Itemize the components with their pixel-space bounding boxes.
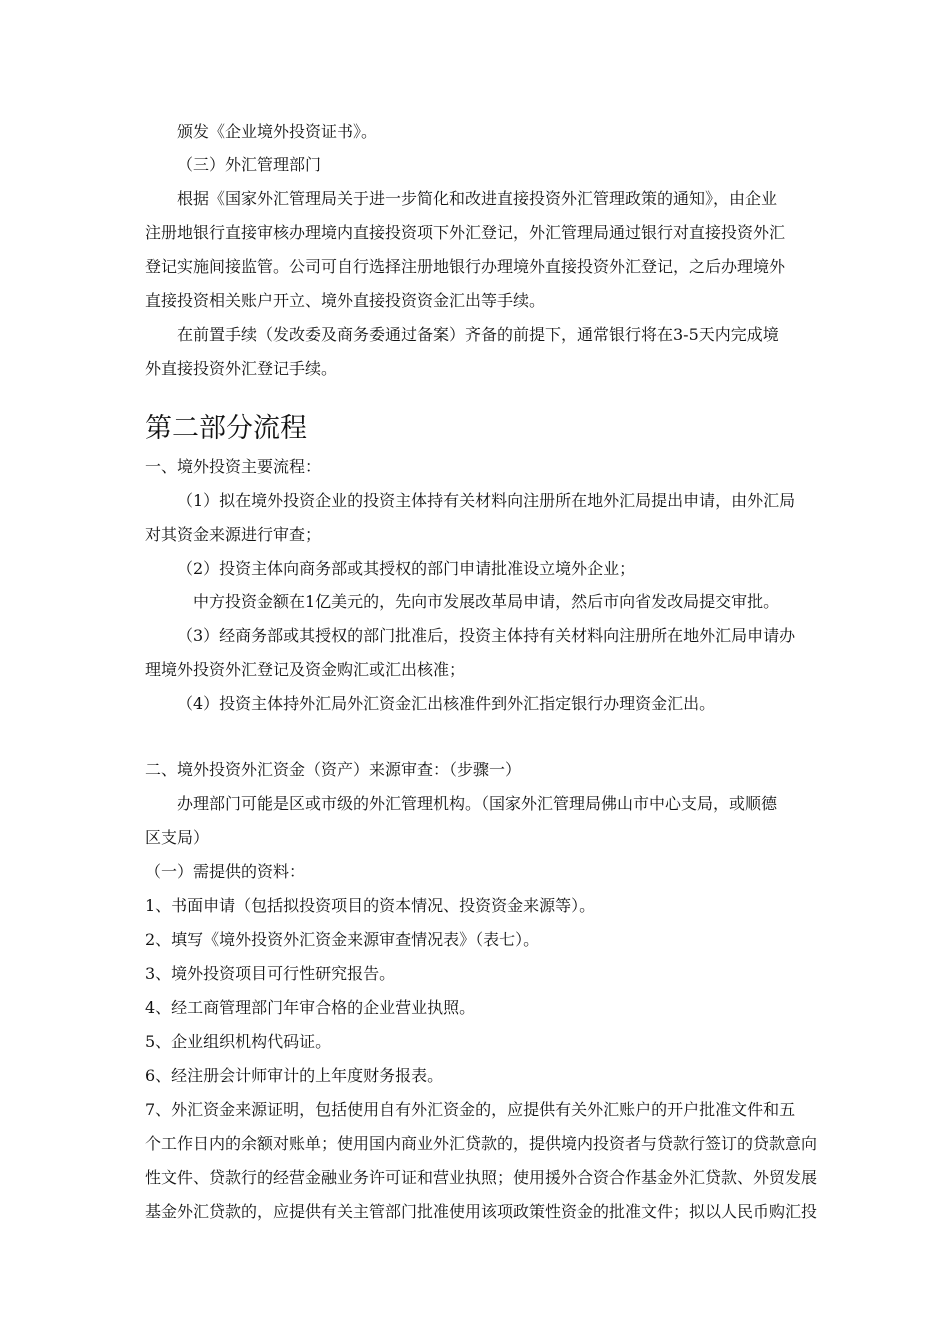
list-item: 6、经注册会计师审计的上年度财务报表。 — [145, 1066, 444, 1085]
paragraph-line: 区支局） — [145, 828, 210, 847]
part-title: 第二部分流程 — [145, 413, 307, 444]
subsection-heading: 二、境外投资外汇资金（资产）来源审查：（步骤一） — [145, 760, 522, 779]
list-item: 4、经工商管理部门年审合格的企业营业执照。 — [145, 998, 476, 1017]
step-line: 对其资金来源进行审查； — [145, 525, 322, 544]
step-line: （4）投资主体持外汇局外汇资金汇出核准件到外汇指定银行办理资金汇出。 — [177, 694, 716, 713]
paragraph-line: 在前置手续（发改委及商务委通过备案）齐备的前提下，通常银行将在3-5天内完成境 — [177, 325, 779, 344]
list-item: 7、外汇资金来源证明，包括使用自有外汇资金的，应提供有关外汇账户的开户批准文件和五 — [145, 1100, 796, 1119]
text-line: 颁发《企业境外投资证书》。 — [177, 122, 378, 141]
list-item: 1、书面申请（包括拟投资项目的资本情况、投资资金来源等）。 — [145, 896, 596, 915]
step-line: 理境外投资外汇登记及资金购汇或汇出核准； — [145, 660, 466, 679]
paragraph-line: 直接投资相关账户开立、境外直接投资资金汇出等手续。 — [145, 291, 546, 310]
list-item: 5、企业组织机构代码证。 — [145, 1032, 332, 1051]
paragraph-line: 外直接投资外汇登记手续。 — [145, 359, 338, 378]
step-note: 中方投资金额在1亿美元的，先向市发展改革局申请，然后市向省发改局提交审批。 — [193, 592, 780, 611]
paragraph-line: 注册地银行直接审核办理境内直接投资项下外汇登记，外汇管理局通过银行对直接投资外汇 — [145, 223, 786, 242]
paragraph-line: 办理部门可能是区或市级的外汇管理机构。（国家外汇管理局佛山市中心支局，或顺德 — [177, 794, 778, 813]
step-line: （1）拟在境外投资企业的投资主体持有关材料向注册所在地外汇局提出申请，由外汇局 — [177, 491, 796, 510]
list-item-continuation: 基金外汇贷款的，应提供有关主管部门批准使用该项政策性资金的批准文件；拟以人民币购汇投 — [145, 1202, 818, 1221]
list-item-continuation: 性文件、贷款行的经营金融业务许可证和营业执照；使用援外合资合作基金外汇贷款、外贸发展 — [145, 1168, 818, 1187]
paragraph-line: 登记实施间接监管。公司可自行选择注册地银行办理境外直接投资外汇登记，之后办理境外 — [145, 257, 786, 276]
subsection-heading: 一、境外投资主要流程： — [145, 457, 322, 476]
section-heading: （三）外汇管理部门 — [177, 155, 322, 174]
step-line: （3）经商务部或其授权的部门批准后，投资主体持有关材料向注册所在地外汇局申请办 — [177, 626, 796, 645]
materials-heading: （一）需提供的资料： — [145, 862, 306, 881]
paragraph-line: 根据《国家外汇管理局关于进一步简化和改进直接投资外汇管理政策的通知》，由企业 — [177, 189, 778, 208]
list-item: 2、填写《境外投资外汇资金来源审查情况表》（表七）。 — [145, 930, 540, 949]
list-item-continuation: 个工作日内的余额对账单；使用国内商业外汇贷款的，提供境内投资者与贷款行签订的贷款意向 — [145, 1134, 818, 1153]
list-item: 3、境外投资项目可行性研究报告。 — [145, 964, 396, 983]
step-line: （2）投资主体向商务部或其授权的部门申请批准设立境外企业； — [177, 559, 636, 578]
